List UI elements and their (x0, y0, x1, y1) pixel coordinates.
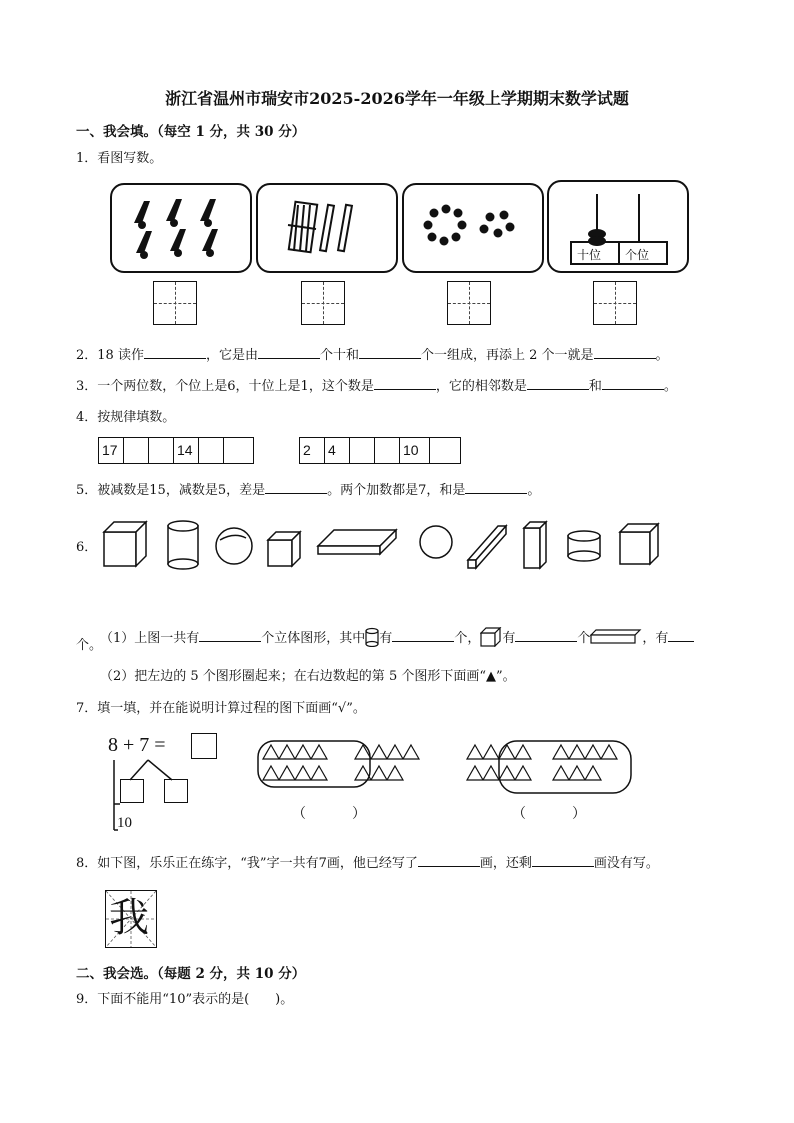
writing-box-1[interactable] (153, 281, 197, 325)
character-practice-grid (105, 890, 157, 948)
number-sequence-2 (299, 437, 461, 464)
check-paren-right-open: （ (512, 806, 526, 822)
answer-blank[interactable] (265, 481, 327, 494)
cuboid-icon (524, 522, 546, 568)
question-2: 2．18 读作 ，它是由 个十和 个一组成，再添上 2 个一就是 。 (76, 348, 669, 363)
section-2-heading: 二、我会选。（每题 2 分，共 10 分） (76, 966, 306, 982)
question-6-1-tail: 个。 (76, 638, 103, 653)
answer-blank[interactable] (668, 629, 694, 642)
shuttlecock-icon (112, 185, 250, 271)
stick-bundle-icon (258, 185, 396, 271)
sphere-icon (420, 526, 452, 558)
answer-box[interactable] (191, 733, 217, 759)
card-abacus (547, 180, 689, 273)
card-flowers (402, 183, 544, 273)
cuboid-icon (318, 530, 396, 554)
answer-blank[interactable] (418, 854, 480, 867)
answer-blank[interactable] (144, 346, 206, 359)
answer-blank[interactable] (527, 377, 589, 390)
cube-icon (268, 532, 300, 566)
cylinder-icon (568, 531, 600, 561)
cube-icon (104, 522, 146, 566)
sequence-cell[interactable]: 10 (400, 438, 430, 463)
sequence-cell[interactable]: 4 (325, 438, 350, 463)
answer-blank[interactable] (258, 346, 320, 359)
writing-box-4[interactable] (593, 281, 637, 325)
writing-box-2[interactable] (301, 281, 345, 325)
triangle-groups (255, 740, 635, 798)
flower-ring-icon (404, 185, 542, 271)
solid-shapes-row (96, 516, 676, 572)
page-title: 浙江省温州市瑞安市2025-2026学年一年级上学期期末数学试题 (165, 89, 629, 108)
sequence-cell[interactable] (375, 438, 400, 463)
triangle-icon (263, 745, 617, 780)
answer-blank[interactable] (392, 629, 454, 642)
answer-blank[interactable] (374, 377, 436, 390)
card-sticks (256, 183, 398, 273)
question-6-2: （2）把左边的 5 个图形圈起来；在右边数起的第 5 个图形下面画“▲”。 (100, 669, 516, 684)
cube-icon (480, 627, 502, 647)
answer-blank[interactable] (515, 629, 577, 642)
question-6-1: （1）上图一共有 个立体图形，其中 有 个， 有 个 ，有 (100, 627, 694, 647)
equation: 8 + 7 = (108, 734, 166, 756)
sequence-cell[interactable]: 17 (99, 438, 124, 463)
check-paren-left-open: （ (292, 806, 306, 822)
check-paren-right-close: ） (572, 806, 586, 822)
answer-blank[interactable] (532, 854, 594, 867)
ten-label: 10 (117, 815, 132, 831)
sequence-cell[interactable]: 2 (300, 438, 325, 463)
section-1-heading: 一、我会填。（每空 1 分，共 30 分） (76, 124, 306, 140)
answer-blank[interactable] (199, 629, 261, 642)
answer-blank[interactable] (602, 377, 664, 390)
sequence-cell[interactable] (350, 438, 375, 463)
cylinder-icon (168, 521, 198, 569)
sequence-cell[interactable] (224, 438, 249, 463)
cube-icon (620, 524, 658, 564)
question-3: 3．一个两位数，个位上是6，十位上是1，这个数是 ，它的相邻数是 和 。 (76, 379, 677, 394)
check-paren-left-close: ） (352, 806, 366, 822)
answer-blank[interactable] (465, 481, 527, 494)
answer-blank[interactable] (594, 346, 656, 359)
cuboid-icon (590, 629, 642, 645)
sequence-cell[interactable] (199, 438, 224, 463)
abacus-label-tens: 十位 (577, 248, 602, 262)
question-8: 8．如下图，乐乐正在练字，“我”字一共有7画，他已经写了 画，还剩 画没有写。 (76, 856, 659, 871)
question-7: 7．填一填，并在能说明计算过程的图下面画“√”。 (76, 701, 366, 716)
answer-blank[interactable] (359, 346, 421, 359)
number-sequence-1 (98, 437, 254, 464)
sphere-icon (216, 528, 252, 564)
sequence-cell[interactable] (124, 438, 149, 463)
writing-box-3[interactable] (447, 281, 491, 325)
card-shuttlecocks (110, 183, 252, 273)
question-1: 1．看图写数。 (76, 151, 163, 166)
question-5: 5．被减数是15，减数是5，差是 。两个加数都是7，和是 。 (76, 483, 541, 498)
answer-box[interactable] (164, 779, 188, 803)
question-9: 9．下面不能用“10”表示的是( )。 (76, 992, 294, 1007)
sequence-cell[interactable]: 14 (174, 438, 199, 463)
abacus-label-ones: 个位 (625, 248, 650, 262)
sequence-cell[interactable] (430, 438, 455, 463)
cylinder-icon (365, 627, 379, 647)
sequence-cell[interactable] (149, 438, 174, 463)
cuboid-icon (468, 526, 506, 568)
answer-box[interactable] (120, 779, 144, 803)
question-6: 6． (76, 540, 98, 555)
abacus-icon (549, 182, 687, 271)
question-4: 4．按规律填数。 (76, 410, 176, 425)
practice-character: 我 (109, 895, 149, 941)
